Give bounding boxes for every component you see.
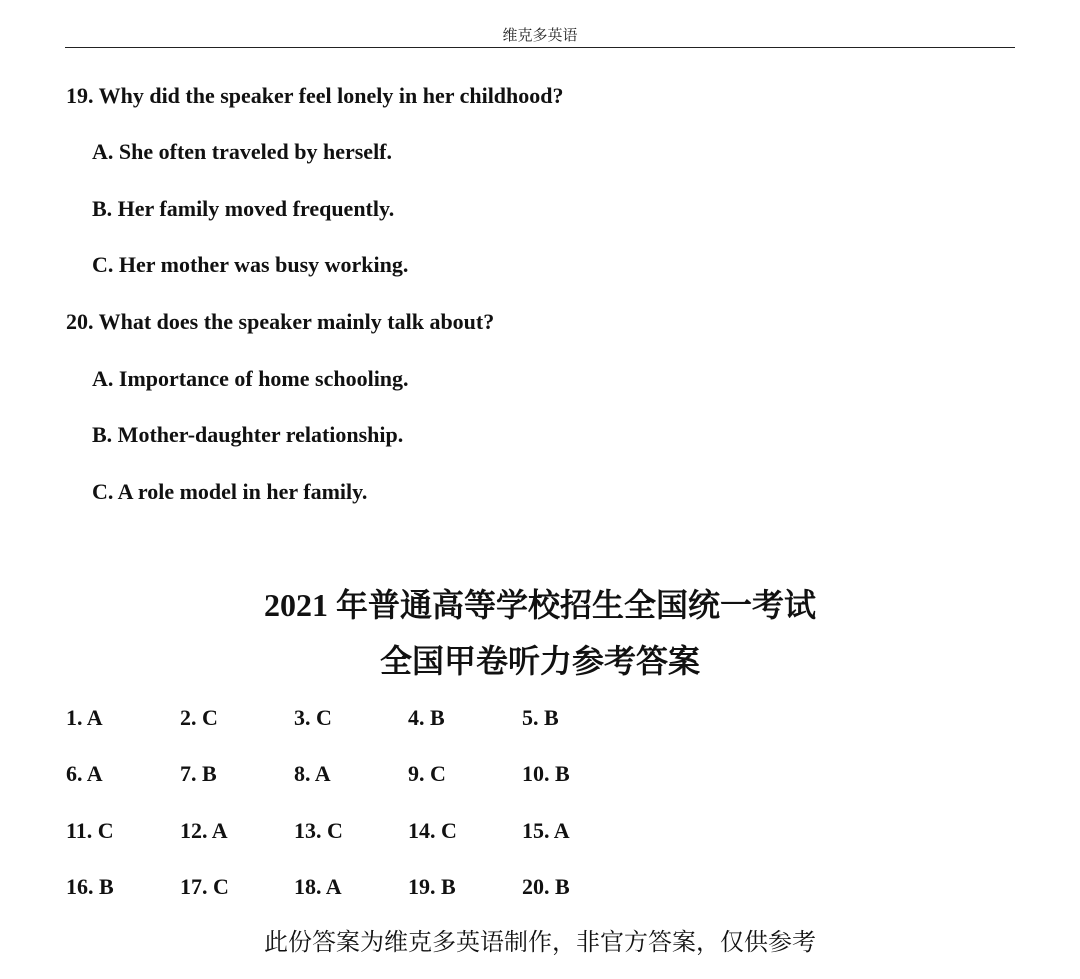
answer-row-3	[66, 816, 766, 846]
answer-8: 8. A	[294, 761, 331, 786]
answer-15: 15. A	[522, 818, 570, 843]
answer-row-4	[66, 872, 766, 902]
answer-13: 13. C	[294, 818, 343, 843]
question-19-option-a: A. She often traveled by herself.	[92, 139, 393, 164]
answer-14: 14. C	[408, 818, 457, 843]
answer-20: 20. B	[522, 874, 570, 899]
question-20-option-a: A. Importance of home schooling.	[92, 366, 409, 391]
answer-10: 10. B	[522, 761, 570, 786]
answer-19: 19. B	[408, 874, 456, 899]
answer-row-1	[66, 703, 766, 733]
disclaimer-note: 此份答案为维克多英语制作，非官方答案，仅供参考	[264, 930, 816, 956]
answer-row-2	[66, 759, 766, 789]
answer-key-title: 2021 年普通高等学校招生全国统一考试	[263, 587, 816, 623]
question-19-stem: 19. Why did the speaker feel lonely in her childhood?	[66, 83, 564, 108]
answer-1: 1. A	[66, 705, 103, 730]
answer-9: 9. C	[408, 761, 446, 786]
answer-3: 3. C	[294, 705, 332, 730]
answer-11: 11. C	[66, 818, 114, 843]
answer-18: 18. A	[294, 874, 342, 899]
answer-16: 16. B	[66, 874, 114, 899]
answer-12: 12. A	[180, 818, 228, 843]
question-20-option-c: C. A role model in her family.	[92, 479, 368, 504]
question-20-option-b: B. Mother-daughter relationship.	[92, 422, 404, 447]
answer-17: 17. C	[180, 874, 229, 899]
header-divider	[65, 47, 1015, 48]
question-19-option-c: C. Her mother was busy working.	[92, 252, 409, 277]
answer-2: 2. C	[180, 705, 218, 730]
question-19-option-b: B. Her family moved frequently.	[92, 196, 395, 221]
answer-7: 7. B	[180, 761, 217, 786]
answer-key-subtitle: 全国甲卷听力参考答案	[379, 643, 700, 679]
answer-4: 4. B	[408, 705, 445, 730]
answer-6: 6. A	[66, 761, 103, 786]
answer-5: 5. B	[522, 705, 559, 730]
header-title: 维克多英语	[502, 28, 578, 44]
question-20-stem: 20. What does the speaker mainly talk about?	[66, 309, 495, 334]
